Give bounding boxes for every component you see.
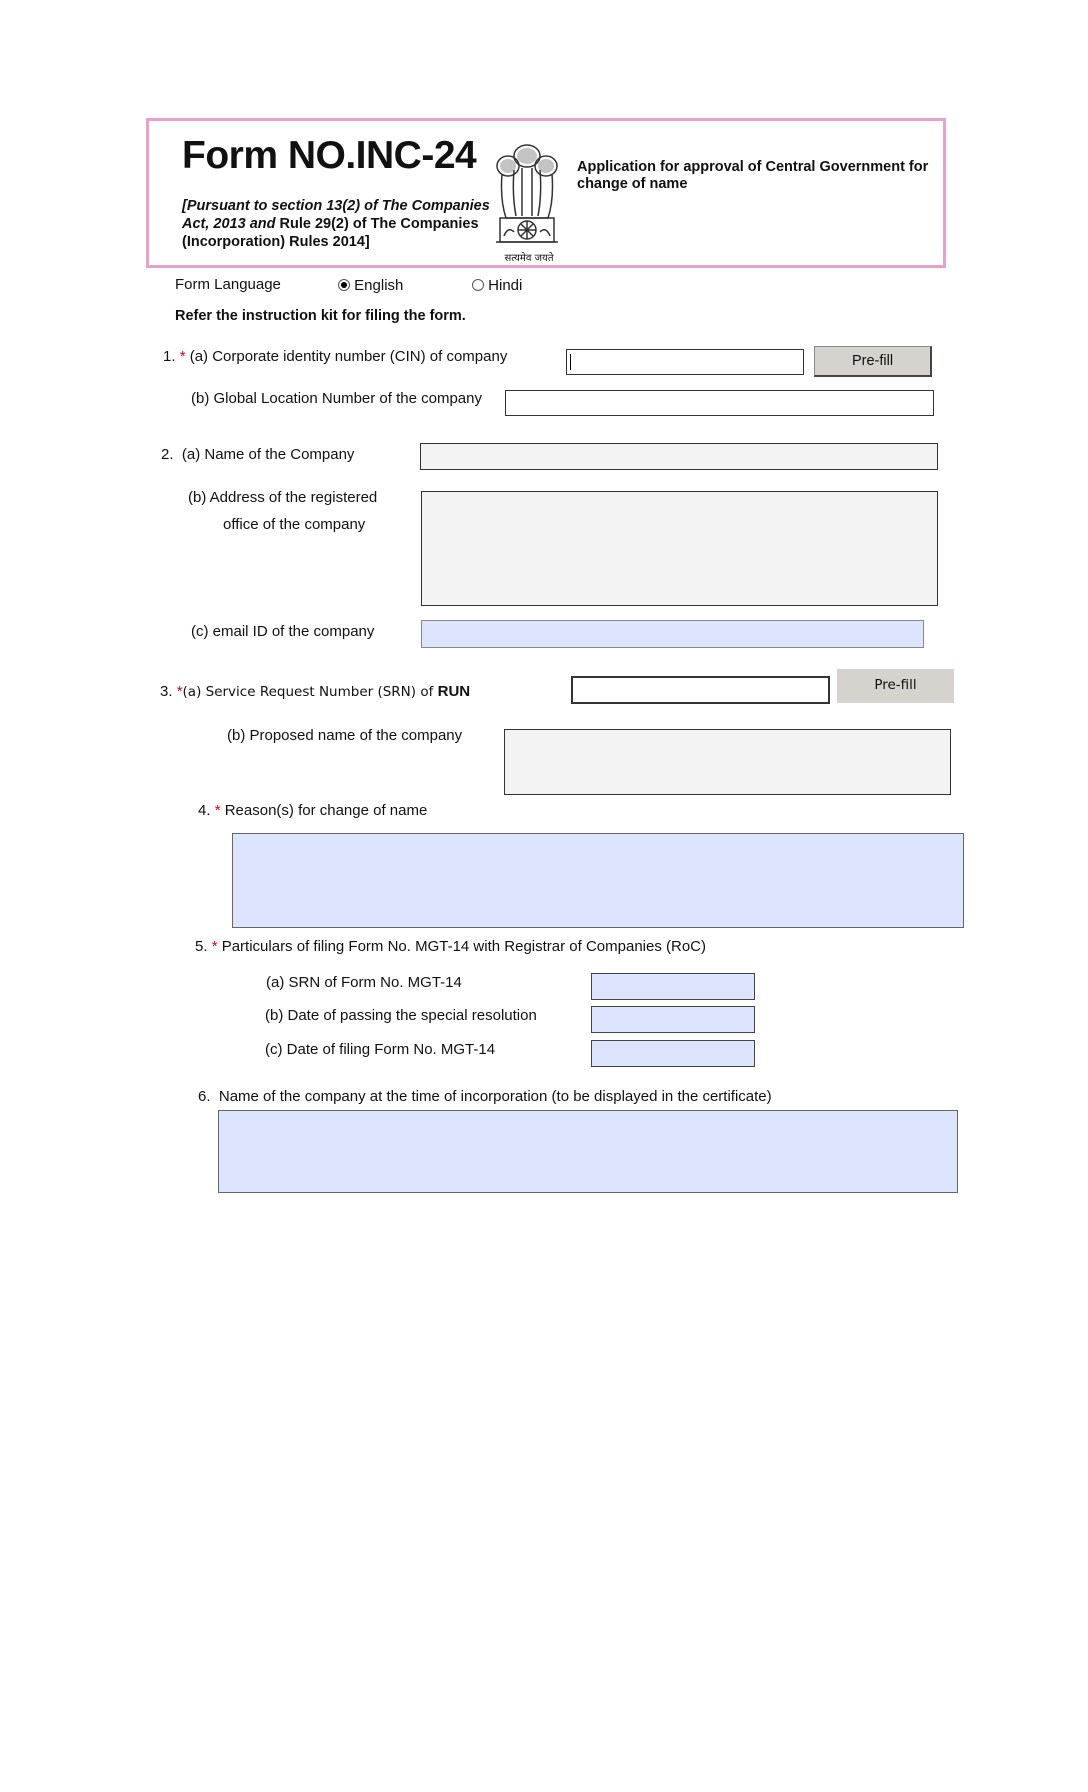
instruction-note: Refer the instruction kit for filing the form. [175,308,466,324]
mgt14-filing-date-field[interactable] [591,1040,755,1067]
q1-a-label: (a) Corporate identity number (CIN) of company [189,348,508,365]
pursuant-note [182,197,512,251]
radio-hindi[interactable] [472,277,522,294]
q3-run-label: RUN [437,683,471,700]
q1-number: 1. [163,348,176,365]
q5-number: 5. [195,938,208,955]
required-star: * [211,938,218,955]
q2-b-label-line2: office of the company [223,516,366,533]
national-emblem-logo [492,140,562,266]
reason-for-change-field[interactable] [232,833,964,928]
q2-a-label: (a) Name of the Company [181,446,355,463]
form-title: Form NO.INC-24 [182,134,477,177]
radio-english[interactable] [338,277,403,294]
pursuant-line-2-rest: Rule 29(2) of The Companies [275,216,479,232]
q2-c-label: (c) email ID of the company [191,623,375,640]
q5-text: Particulars of filing Form No. MGT-14 with Registrar of Companies (RoC) [221,938,707,955]
registered-address-field[interactable] [421,491,938,606]
cin-prefill-button[interactable]: Pre-fill [814,346,932,377]
q4-number: 4. [198,802,211,819]
q3-a-label: (a) Service Request Number (SRN) of [182,684,438,700]
q6-number: 6. [198,1088,211,1105]
q6-text: Name of the company at the time of incorporation (to be displayed in the certificate) [218,1088,772,1105]
cin-input[interactable] [566,349,804,375]
q2-label [161,446,354,463]
q4-text: Reason(s) for change of name [224,802,428,819]
text-cursor [570,354,571,370]
q4-label [198,802,427,819]
q1-b-label: (b) Global Location Number of the company [191,390,482,407]
resolution-date-field[interactable] [591,1006,755,1033]
q6-label [198,1088,772,1105]
radio-english-control[interactable] [338,279,350,291]
required-star: * [179,348,186,365]
pursuant-line-3: (Incorporation) Rules 2014] [182,234,370,250]
q5-a-label: (a) SRN of Form No. MGT-14 [266,974,462,991]
q5-c-label: (c) Date of filing Form No. MGT-14 [265,1041,496,1058]
q3-b-label: (b) Proposed name of the company [227,727,463,744]
run-srn-input[interactable] [571,676,830,704]
incorporation-name-field[interactable] [218,1110,958,1193]
required-star: * [214,802,221,819]
radio-hindi-label: Hindi [488,277,523,294]
radio-english-label: English [354,277,404,294]
company-email-field[interactable] [421,620,924,648]
pursuant-line-1: [Pursuant to section 13(2) of The Companies [182,198,490,214]
run-prefill-button[interactable]: Pre-fill [837,669,954,703]
proposed-name-field[interactable] [504,729,951,795]
gln-input[interactable] [505,390,934,416]
form-language-label: Form Language [175,276,281,293]
emblem-motto: सत्यमेव जयते [504,253,554,264]
radio-hindi-control[interactable] [472,279,484,291]
q5-b-label: (b) Date of passing the special resolution [265,1007,537,1024]
q2-number: 2. [161,446,174,463]
pursuant-line-2 [182,215,512,233]
q5-label [195,938,706,955]
mgt14-srn-field[interactable] [591,973,755,1000]
q3-label [160,683,470,700]
q1-label [163,348,507,365]
company-name-field[interactable] [420,443,938,470]
required-star: * [176,683,183,700]
national-emblem-icon [492,140,562,266]
pursuant-line-2-italic: Act, 2013 and [182,216,276,232]
q3-number: 3. [160,683,173,700]
q2-b-label-line1: (b) Address of the registered [188,489,378,506]
application-title: Application for approval of Central Government for change of name [577,159,929,192]
